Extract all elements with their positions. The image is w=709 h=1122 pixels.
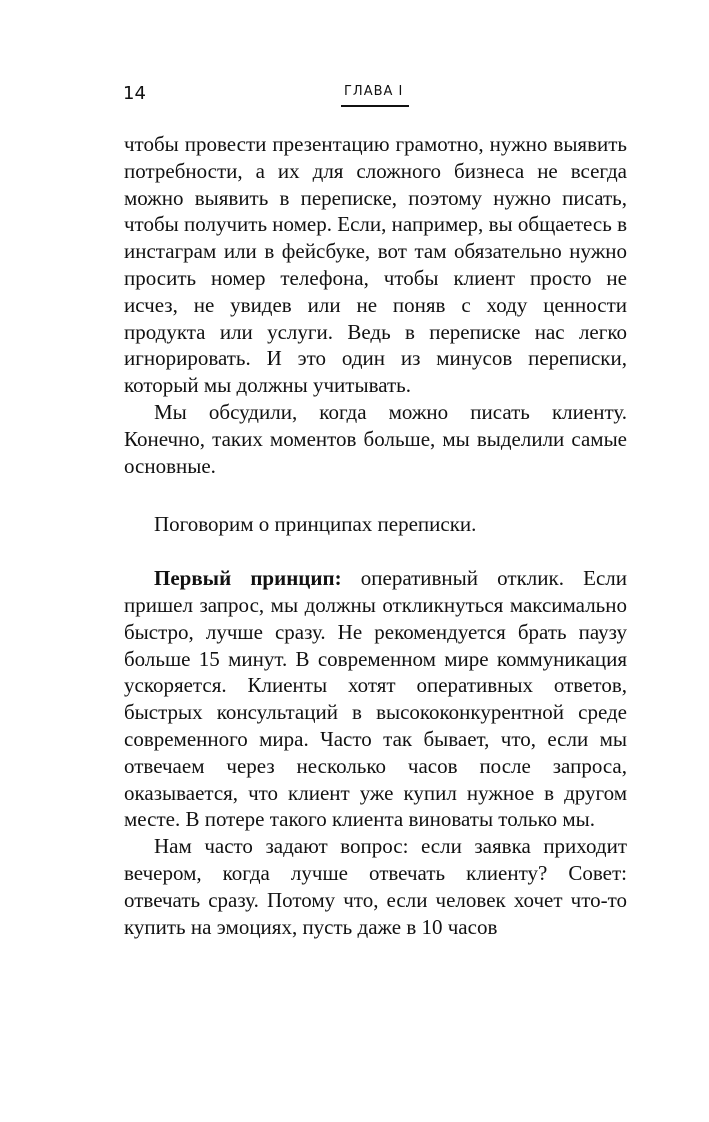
principle-text: оперативный отклик. Если пришел запрос, мы должны откликнуться максимально быстро, лучше сразу. Не рекомендуется брать паузу больше 15 минут. В современном мире коммуникация ускоряется. Клиенты хотят оперативных ответов, быстрых консультаций в высококонкурентной среде современного мира. Часто так бывает, что, если мы отвечаем через несколько часов после запроса, оказывается, что клиент уже купил нужное в другом месте. В потере такого клиента виноваты только мы. <box>124 566 627 832</box>
paragraph-3: Поговорим о принципах переписки. <box>154 512 477 537</box>
body-text <box>124 131 627 940</box>
header-underline <box>341 105 409 107</box>
chapter-title: ГЛАВА I <box>344 84 404 99</box>
paragraph-spacer <box>124 479 627 511</box>
paragraph-4 <box>124 565 627 833</box>
paragraph-1: чтобы провести презентацию грамотно, нужно выявить потребности, а их для сложного бизнеса не всегда можно выявить в переписке, поэтому нужно писать, чтобы получить номер. Если, например, вы общаетесь в инстаграм или в фейсбуке, вот там обязательно нужно просить номер телефона, чтобы клиент просто не исчез, не увидев или не поняв с ходу ценности продукта или услуги. Ведь в переписке нас легко игнорировать. И это один из минусов переписки, который мы должны учитывать. <box>124 132 627 398</box>
paragraph-2: Мы обсудили, когда можно писать клиенту. Конечно, таких моментов больше, мы выделили самые основные. <box>124 399 627 478</box>
page-number: 14 <box>123 83 146 104</box>
paragraph-5: Нам часто задают вопрос: если заявка приходит вечером, когда лучше отвечать клиенту? Совет: отвечать сразу. Потому что, если человек хочет что-то купить на эмоциях, пусть даже в 10 часов <box>124 834 627 939</box>
paragraph-spacer <box>124 538 627 565</box>
principle-heading: Первый принцип: <box>154 566 342 591</box>
